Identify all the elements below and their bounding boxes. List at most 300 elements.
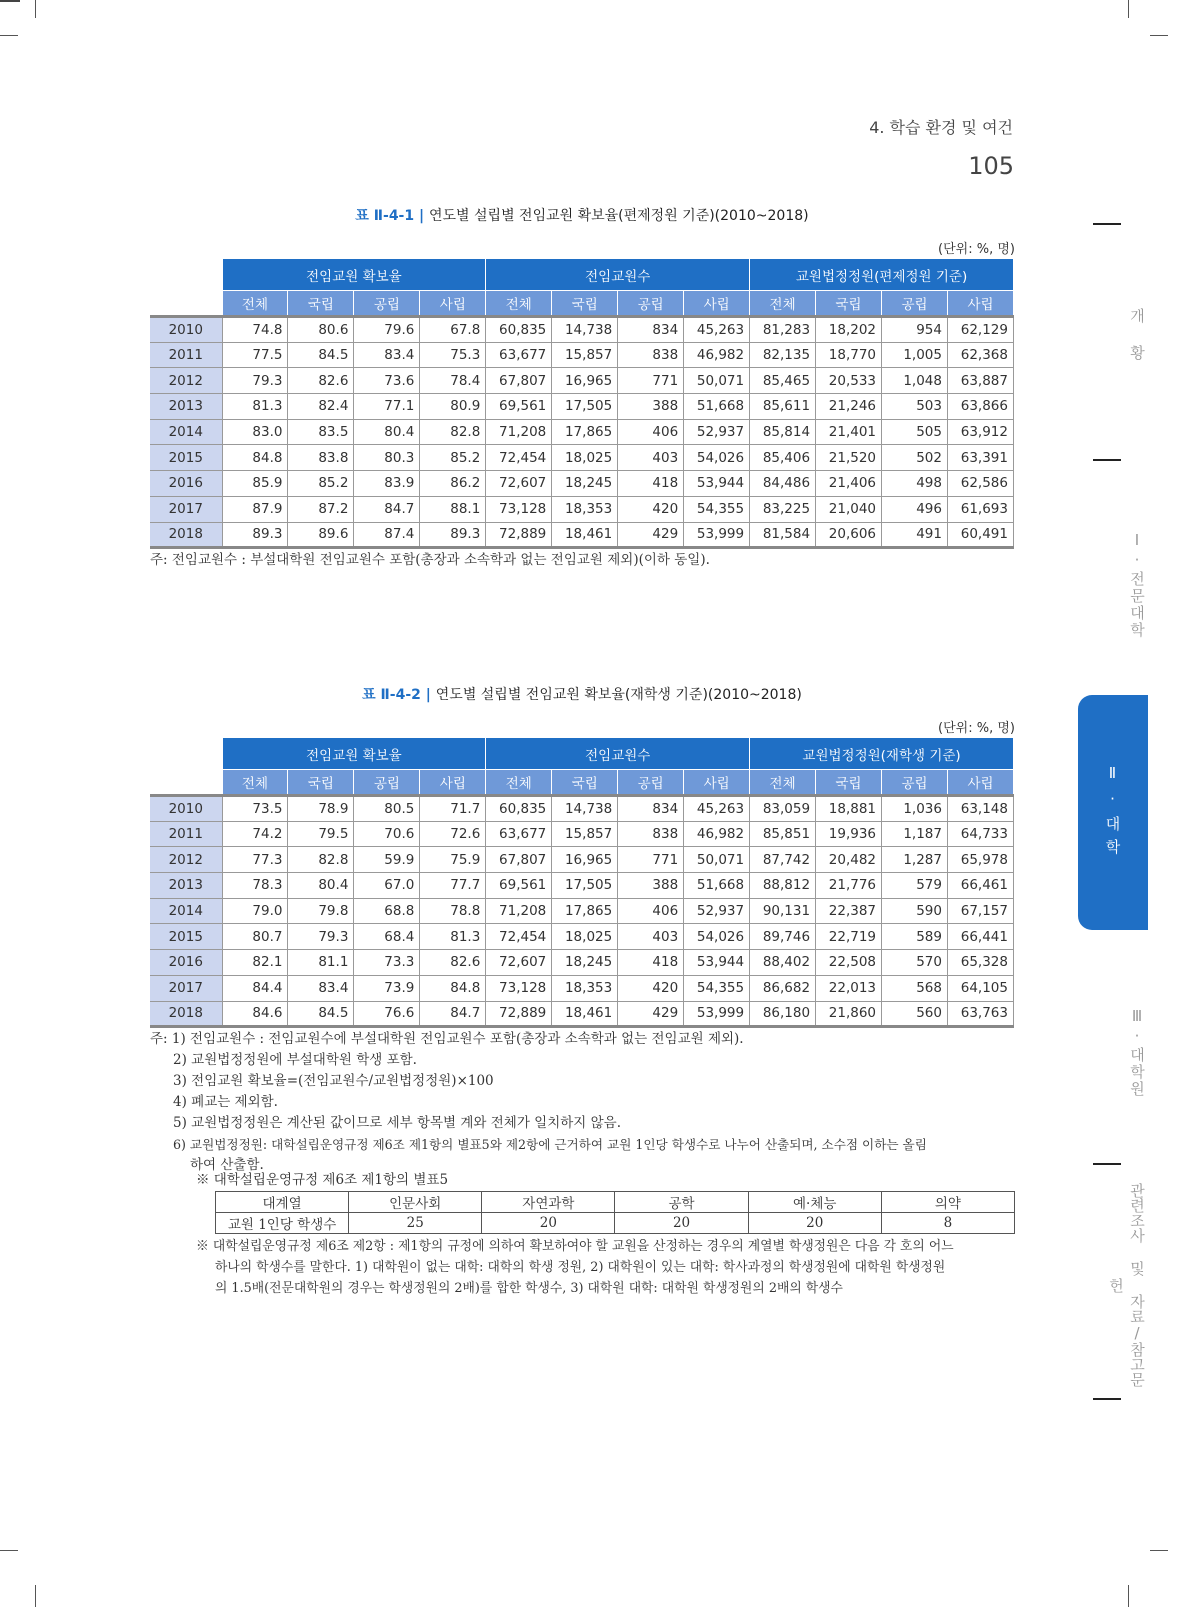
- group-header: 전임교원 확보율: [222, 738, 486, 770]
- group-header: 전임교원수: [486, 259, 750, 291]
- data-cell: 79.3: [222, 368, 288, 394]
- crop-mark: [1150, 35, 1168, 36]
- data-cell: 83.8: [288, 445, 354, 471]
- data-cell: 51,668: [684, 394, 750, 420]
- crop-mark: [35, 1585, 36, 1607]
- data-cell: 72,454: [486, 924, 552, 950]
- data-cell: 21,401: [816, 419, 882, 445]
- data-cell: 60,491: [947, 522, 1013, 548]
- data-cell: 79.3: [288, 924, 354, 950]
- data-cell: 18,770: [816, 342, 882, 368]
- data-cell: 67,807: [486, 368, 552, 394]
- data-cell: 21,776: [816, 873, 882, 899]
- data-cell: 83.4: [354, 342, 420, 368]
- data-cell: 72.6: [420, 821, 486, 847]
- table-row: [150, 394, 1014, 420]
- ratio-cell: 20: [748, 1213, 881, 1234]
- data-cell: 429: [618, 522, 684, 548]
- data-cell: 72,607: [486, 471, 552, 497]
- data-cell: 85,611: [750, 394, 816, 420]
- data-cell: 17,505: [552, 394, 618, 420]
- table-row: [150, 471, 1014, 497]
- column-header: 전체: [222, 770, 288, 796]
- data-cell: 82.8: [288, 847, 354, 873]
- ratio-header-cell: 대계열: [216, 1192, 349, 1213]
- data-cell: 406: [618, 898, 684, 924]
- data-cell: 53,944: [684, 950, 750, 976]
- group-header-row: [150, 259, 1014, 291]
- data-cell: 20,482: [816, 847, 882, 873]
- data-cell: 84.7: [354, 496, 420, 522]
- table-row: [150, 950, 1014, 976]
- table2-note-6-cont: 하여 산출함.: [190, 1157, 264, 1173]
- data-cell: 63,763: [947, 1001, 1013, 1027]
- year-cell: 2018: [150, 1001, 222, 1027]
- ratio-cell: 8: [881, 1213, 1014, 1234]
- data-cell: 834: [618, 317, 684, 343]
- data-cell: 491: [882, 522, 948, 548]
- data-cell: 59.9: [354, 847, 420, 873]
- data-cell: 73.3: [354, 950, 420, 976]
- data-cell: 560: [882, 1001, 948, 1027]
- data-cell: 61,693: [947, 496, 1013, 522]
- column-header: 국립: [816, 291, 882, 317]
- data-cell: 505: [882, 419, 948, 445]
- table1: [150, 258, 1014, 549]
- caption-separator: |: [420, 687, 436, 703]
- year-cell: 2016: [150, 950, 222, 976]
- column-header: 공립: [354, 770, 420, 796]
- data-cell: 69,561: [486, 873, 552, 899]
- group-header-row: [150, 738, 1014, 770]
- side-tab-college[interactable]: Ⅰ·전문대학: [1128, 531, 1146, 639]
- data-cell: 406: [618, 419, 684, 445]
- data-cell: 1,187: [882, 821, 948, 847]
- data-cell: 54,355: [684, 496, 750, 522]
- data-cell: 83.9: [354, 471, 420, 497]
- data-cell: 63,677: [486, 821, 552, 847]
- data-cell: 68.4: [354, 924, 420, 950]
- data-cell: 53,999: [684, 1001, 750, 1027]
- data-cell: 80.5: [354, 796, 420, 822]
- data-cell: 89.3: [420, 522, 486, 548]
- data-cell: 388: [618, 394, 684, 420]
- column-header: 공립: [618, 291, 684, 317]
- table-row: [150, 1001, 1014, 1027]
- data-cell: 67,807: [486, 847, 552, 873]
- data-cell: 503: [882, 394, 948, 420]
- data-cell: 496: [882, 496, 948, 522]
- data-cell: 69,561: [486, 394, 552, 420]
- data-cell: 63,148: [947, 796, 1013, 822]
- data-cell: 84.4: [222, 975, 288, 1001]
- ratio-header-cell: 공학: [615, 1192, 748, 1213]
- data-cell: 590: [882, 898, 948, 924]
- data-cell: 53,999: [684, 522, 750, 548]
- data-cell: 19,936: [816, 821, 882, 847]
- table2-number: 표 Ⅱ-4-2: [362, 687, 421, 703]
- data-cell: 66,461: [947, 873, 1013, 899]
- data-cell: 79.0: [222, 898, 288, 924]
- column-header: 전체: [750, 291, 816, 317]
- ratio-header-cell: 인문사회: [349, 1192, 482, 1213]
- crop-mark: [35, 0, 36, 18]
- data-cell: 63,677: [486, 342, 552, 368]
- page-number: 105: [968, 152, 1014, 180]
- data-cell: 45,263: [684, 317, 750, 343]
- data-cell: 73.9: [354, 975, 420, 1001]
- data-cell: 88,812: [750, 873, 816, 899]
- table1-note: 주: 전임교원수 : 부설대학원 전임교원수 포함(총장과 소속학과 없는 전임교원 제외)(이하 동일).: [150, 552, 710, 568]
- year-cell: 2014: [150, 419, 222, 445]
- column-header: 국립: [816, 770, 882, 796]
- column-header: 공립: [882, 291, 948, 317]
- data-cell: 83.4: [288, 975, 354, 1001]
- ratio-cell: 20: [615, 1213, 748, 1234]
- data-cell: 498: [882, 471, 948, 497]
- data-cell: 52,937: [684, 419, 750, 445]
- table-row: [150, 975, 1014, 1001]
- subcolumn-header-row: [150, 291, 1014, 317]
- data-cell: 73,128: [486, 496, 552, 522]
- ratio-header-cell: 예·체능: [748, 1192, 881, 1213]
- data-cell: 570: [882, 950, 948, 976]
- data-cell: 420: [618, 496, 684, 522]
- table2-note-5: 5) 교원법정정원은 계산된 값이므로 세부 항목별 계와 전체가 일치하지 않음.: [173, 1115, 621, 1131]
- corner-cell: [150, 738, 222, 770]
- data-cell: 71,208: [486, 898, 552, 924]
- table-row: [150, 445, 1014, 471]
- year-cell: 2010: [150, 796, 222, 822]
- data-cell: 67.8: [420, 317, 486, 343]
- data-cell: 1,005: [882, 342, 948, 368]
- data-cell: 771: [618, 368, 684, 394]
- table2-note-2: 2) 교원법정정원에 부설대학원 학생 포함.: [173, 1052, 417, 1068]
- column-header: 전체: [486, 291, 552, 317]
- data-cell: 63,912: [947, 419, 1013, 445]
- side-tab-graduate[interactable]: Ⅲ·대학원: [1128, 1006, 1146, 1098]
- data-cell: 87.2: [288, 496, 354, 522]
- data-cell: 68.8: [354, 898, 420, 924]
- data-cell: 82.4: [288, 394, 354, 420]
- data-cell: 80.7: [222, 924, 288, 950]
- table2: [150, 737, 1014, 1028]
- year-cell: 2010: [150, 317, 222, 343]
- data-cell: 89.3: [222, 522, 288, 548]
- data-cell: 403: [618, 445, 684, 471]
- group-header: 전임교원수: [486, 738, 750, 770]
- data-cell: 21,406: [816, 471, 882, 497]
- data-cell: 88,402: [750, 950, 816, 976]
- year-cell: 2017: [150, 496, 222, 522]
- year-cell: 2014: [150, 898, 222, 924]
- data-cell: 18,353: [552, 975, 618, 1001]
- data-cell: 18,025: [552, 924, 618, 950]
- table-row: [150, 317, 1014, 343]
- data-cell: 67,157: [947, 898, 1013, 924]
- data-cell: 838: [618, 821, 684, 847]
- data-cell: 21,860: [816, 1001, 882, 1027]
- data-cell: 54,026: [684, 445, 750, 471]
- data-cell: 75.3: [420, 342, 486, 368]
- data-cell: 72,889: [486, 522, 552, 548]
- data-cell: 85,465: [750, 368, 816, 394]
- year-cell: 2012: [150, 368, 222, 394]
- data-cell: 85.2: [420, 445, 486, 471]
- data-cell: 81.1: [288, 950, 354, 976]
- data-cell: 84.8: [222, 445, 288, 471]
- data-cell: 63,391: [947, 445, 1013, 471]
- column-header: 사립: [684, 770, 750, 796]
- side-tab-overview[interactable]: 개황: [1128, 308, 1146, 382]
- data-cell: 22,013: [816, 975, 882, 1001]
- data-cell: 77.5: [222, 342, 288, 368]
- table2-caption: [150, 684, 1014, 704]
- data-cell: 64,733: [947, 821, 1013, 847]
- data-cell: 84.8: [420, 975, 486, 1001]
- data-cell: 21,246: [816, 394, 882, 420]
- table2-note-3: 3) 전임교원 확보율=(전임교원수/교원법정정원)×100: [173, 1073, 494, 1089]
- data-cell: 60,835: [486, 317, 552, 343]
- data-cell: 79.6: [354, 317, 420, 343]
- data-cell: 60,835: [486, 796, 552, 822]
- table1-unit: (단위: %, 명): [938, 242, 1015, 257]
- table-row: [150, 342, 1014, 368]
- data-cell: 77.1: [354, 394, 420, 420]
- data-cell: 79.5: [288, 821, 354, 847]
- column-header: 사립: [420, 770, 486, 796]
- data-cell: 418: [618, 950, 684, 976]
- data-cell: 73,128: [486, 975, 552, 1001]
- data-cell: 82.6: [288, 368, 354, 394]
- data-cell: 1,048: [882, 368, 948, 394]
- data-cell: 84,486: [750, 471, 816, 497]
- column-header: 전체: [222, 291, 288, 317]
- data-cell: 82.8: [420, 419, 486, 445]
- table1-title: 연도별 설립별 전임교원 확보율(편제정원 기준)(2010~2018): [429, 208, 809, 224]
- data-cell: 429: [618, 1001, 684, 1027]
- ratio-header-cell: 자연과학: [482, 1192, 615, 1213]
- table2-note-4: 4) 폐교는 제외함.: [173, 1094, 278, 1110]
- data-cell: 86,682: [750, 975, 816, 1001]
- year-cell: 2017: [150, 975, 222, 1001]
- data-cell: 77.3: [222, 847, 288, 873]
- data-cell: 18,461: [552, 522, 618, 548]
- column-header: 국립: [288, 291, 354, 317]
- data-cell: 22,508: [816, 950, 882, 976]
- data-cell: 80.6: [288, 317, 354, 343]
- column-header: 사립: [684, 291, 750, 317]
- data-cell: 78.8: [420, 898, 486, 924]
- data-cell: 82,135: [750, 342, 816, 368]
- data-cell: 403: [618, 924, 684, 950]
- data-cell: 70.6: [354, 821, 420, 847]
- year-cell: 2013: [150, 394, 222, 420]
- table-row: [150, 522, 1014, 548]
- data-cell: 86.2: [420, 471, 486, 497]
- data-cell: 954: [882, 317, 948, 343]
- data-cell: 54,026: [684, 924, 750, 950]
- data-cell: 81.3: [222, 394, 288, 420]
- side-tab-university-label: Ⅱ·대학: [1103, 763, 1122, 862]
- side-divider: [1093, 1398, 1121, 1400]
- data-cell: 89,746: [750, 924, 816, 950]
- data-cell: 80.3: [354, 445, 420, 471]
- data-cell: 22,387: [816, 898, 882, 924]
- data-cell: 16,965: [552, 368, 618, 394]
- data-cell: 90,131: [750, 898, 816, 924]
- ratio-header-cell: 의약: [881, 1192, 1014, 1213]
- footnote-2: 하나의 학생수를 말한다. 1) 대학원이 없는 대학: 대학의 학생 정원, 2) 대학원이 있는 대학: 학사과정의 학생정원에 대학원 학생정원: [215, 1260, 946, 1275]
- data-cell: 53,944: [684, 471, 750, 497]
- data-cell: 64,105: [947, 975, 1013, 1001]
- data-cell: 79.8: [288, 898, 354, 924]
- table2-note-6: 6) 교원법정정원: 대학설립운영규정 제6조 제1항의 별표5와 제2항에 근거하여 교원 1인당 학생수로 나누어 산출되며, 소수점 이하는 올림: [173, 1137, 927, 1152]
- data-cell: 18,881: [816, 796, 882, 822]
- year-cell: 2016: [150, 471, 222, 497]
- side-tab-university[interactable]: [1078, 695, 1148, 930]
- side-tab-references[interactable]: 관련조사 및 자료/참고문헌: [1107, 1183, 1146, 1387]
- year-cell: 2013: [150, 873, 222, 899]
- ratio-header-row: [216, 1192, 1015, 1213]
- data-cell: 18,025: [552, 445, 618, 471]
- data-cell: 80.9: [420, 394, 486, 420]
- ratio-value-row: [216, 1213, 1015, 1234]
- table-row: [150, 419, 1014, 445]
- data-cell: 73.5: [222, 796, 288, 822]
- column-header: 국립: [288, 770, 354, 796]
- table-row: [150, 796, 1014, 822]
- data-cell: 80.4: [354, 419, 420, 445]
- data-cell: 589: [882, 924, 948, 950]
- table2-note-ref: ※ 대학설립운영규정 제6조 제1항의 별표5: [196, 1172, 449, 1188]
- data-cell: 83.5: [288, 419, 354, 445]
- data-cell: 84.7: [420, 1001, 486, 1027]
- data-cell: 75.9: [420, 847, 486, 873]
- data-cell: 82.6: [420, 950, 486, 976]
- crop-mark: [0, 1550, 18, 1551]
- side-divider: [1093, 459, 1121, 461]
- data-cell: 20,533: [816, 368, 882, 394]
- table1-number: 표 Ⅱ-4-1: [355, 208, 415, 224]
- data-cell: 87.4: [354, 522, 420, 548]
- ratio-cell: 20: [482, 1213, 615, 1234]
- data-cell: 87.9: [222, 496, 288, 522]
- year-cell: 2015: [150, 924, 222, 950]
- data-cell: 65,328: [947, 950, 1013, 976]
- data-cell: 22,719: [816, 924, 882, 950]
- data-cell: 20,606: [816, 522, 882, 548]
- year-cell: 2018: [150, 522, 222, 548]
- data-cell: 77.7: [420, 873, 486, 899]
- data-cell: 62,586: [947, 471, 1013, 497]
- data-cell: 62,368: [947, 342, 1013, 368]
- data-cell: 62,129: [947, 317, 1013, 343]
- data-cell: 502: [882, 445, 948, 471]
- data-cell: 51,668: [684, 873, 750, 899]
- data-cell: 14,738: [552, 317, 618, 343]
- data-cell: 83,059: [750, 796, 816, 822]
- data-cell: 17,505: [552, 873, 618, 899]
- data-cell: 78.9: [288, 796, 354, 822]
- data-cell: 15,857: [552, 821, 618, 847]
- data-cell: 50,071: [684, 847, 750, 873]
- data-cell: 82.1: [222, 950, 288, 976]
- data-cell: 63,887: [947, 368, 1013, 394]
- subcolumn-header-row: [150, 770, 1014, 796]
- data-cell: 420: [618, 975, 684, 1001]
- data-cell: 17,865: [552, 419, 618, 445]
- data-cell: 52,937: [684, 898, 750, 924]
- data-cell: 84.5: [288, 342, 354, 368]
- crop-mark: [1128, 0, 1129, 18]
- year-cell: 2012: [150, 847, 222, 873]
- ratio-table: [215, 1191, 1015, 1234]
- data-cell: 834: [618, 796, 684, 822]
- data-cell: 78.3: [222, 873, 288, 899]
- data-cell: 84.5: [288, 1001, 354, 1027]
- column-header: 공립: [618, 770, 684, 796]
- data-cell: 89.6: [288, 522, 354, 548]
- data-cell: 65,978: [947, 847, 1013, 873]
- data-cell: 18,245: [552, 471, 618, 497]
- table1-caption: [150, 205, 1014, 225]
- chapter-title: 4. 학습 환경 및 여건: [869, 118, 1013, 137]
- data-cell: 72,607: [486, 950, 552, 976]
- data-cell: 838: [618, 342, 684, 368]
- data-cell: 83,225: [750, 496, 816, 522]
- group-header: 전임교원 확보율: [222, 259, 486, 291]
- data-cell: 67.0: [354, 873, 420, 899]
- corner-cell: [150, 291, 222, 317]
- data-cell: 418: [618, 471, 684, 497]
- table-row: [150, 368, 1014, 394]
- table-row: [150, 873, 1014, 899]
- footnote-1: ※ 대학설립운영규정 제6조 제2항 : 제1항의 규정에 의하여 확보하여야 할 교원을 산정하는 경우의 계열별 학생정원은 다음 각 호의 어느: [196, 1239, 954, 1254]
- data-cell: 78.4: [420, 368, 486, 394]
- caption-separator: |: [414, 208, 429, 224]
- column-header: 사립: [947, 291, 1013, 317]
- data-cell: 87,742: [750, 847, 816, 873]
- data-cell: 18,202: [816, 317, 882, 343]
- data-cell: 50,071: [684, 368, 750, 394]
- data-cell: 83.0: [222, 419, 288, 445]
- data-cell: 85,851: [750, 821, 816, 847]
- table-row: [150, 924, 1014, 950]
- table-row: [150, 898, 1014, 924]
- data-cell: 579: [882, 873, 948, 899]
- data-cell: 1,036: [882, 796, 948, 822]
- table2-title: 연도별 설립별 전임교원 확보율(재학생 기준)(2010~2018): [435, 687, 802, 703]
- data-cell: 17,865: [552, 898, 618, 924]
- data-cell: 81,283: [750, 317, 816, 343]
- data-cell: 74.2: [222, 821, 288, 847]
- data-cell: 73.6: [354, 368, 420, 394]
- data-cell: 88.1: [420, 496, 486, 522]
- data-cell: 84.6: [222, 1001, 288, 1027]
- column-header: 국립: [552, 770, 618, 796]
- group-header: 교원법정정원(재학생 기준): [750, 738, 1014, 770]
- ratio-cell: 교원 1인당 학생수: [216, 1213, 349, 1234]
- column-header: 공립: [882, 770, 948, 796]
- table2-note-1: 주: 1) 전임교원수 : 전임교원수에 부설대학원 전임교원수 포함(총장과 소속학과 없는 전임교원 제외).: [150, 1031, 744, 1047]
- data-cell: 72,454: [486, 445, 552, 471]
- corner-cell: [150, 259, 222, 291]
- year-cell: 2011: [150, 821, 222, 847]
- table2-unit: (단위: %, 명): [938, 721, 1015, 736]
- data-cell: 568: [882, 975, 948, 1001]
- column-header: 전체: [750, 770, 816, 796]
